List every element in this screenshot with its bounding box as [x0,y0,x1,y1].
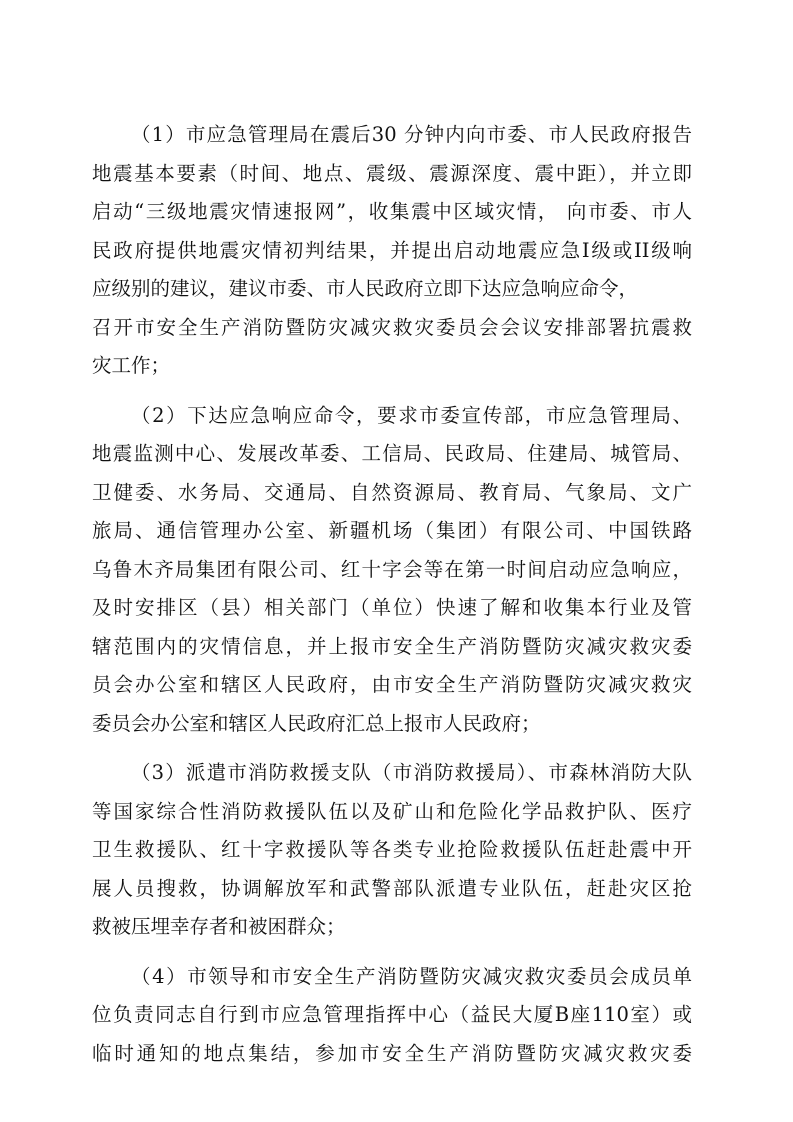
paragraph-line: 地震基本要素（时间、地点、震级、震源深度、震中距），并立即 [92,161,692,185]
paragraph-line: 召开市安全生产消防暨防灾减灾救灾委员会会议安排部署抗震救 [92,315,692,339]
paragraph-line: 委员会办公室和辖区人民政府汇总上报市人民政府； [92,711,541,735]
paragraph-line: 位负责同志自行到市应急管理指挥中心（益民大厦B座110室）或 [92,1003,692,1026]
paragraph-line: （4）市领导和市安全生产消防暨防灾减灾救灾委员会成员单 [131,964,692,988]
paragraph-line: 旅局、通信管理办公室、新疆机场（集团）有限公司、中国铁路 [92,519,692,542]
paragraph-line: （3）派遣市消防救援支队（市消防救援局）、市森林消防大队 [131,761,692,784]
paragraph-line: 卫健委、水务局、交通局、自然资源局、教育局、气象局、文广 [92,480,692,504]
paragraph-3 [92,754,692,947]
document-body [92,116,692,1073]
paragraph-line: 地震监测中心、发展改革委、工信局、民政局、住建局、城管局、 [92,442,692,465]
paragraph-line: 应级别的建议，建议市委、市人民政府立即下达应急响应命令， [92,277,639,300]
paragraph-2 [92,397,692,744]
paragraph-line: 等国家综合性消防救援队伍以及矿山和危险化学品救护队、医疗 [92,799,692,823]
paragraph-line: 员会办公室和辖区人民政府，由市安全生产消防暨防灾减灾救灾 [92,673,692,696]
paragraph-line: 展人员搜救，协调解放军和武警部队派遣专业队伍，赶赴灾区抢 [92,876,692,900]
paragraph-4 [92,958,692,1074]
paragraph-line: 临时通知的地点集结，参加市安全生产消防暨防灾减灾救灾委 [92,1041,692,1065]
paragraph-line: 乌鲁木齐局集团有限公司、红十字会等在第一时间启动应急响应， [92,557,692,581]
paragraph-line: 启动“三级地震灾情速报网”，收集震中区域灾情， 向市委、市人 [92,200,692,223]
paragraph-line: 辖范围内的灾情信息，并上报市安全生产消防暨防灾减灾救灾委 [92,634,692,658]
paragraph-line: 及时安排区（县）相关部门（单位）快速了解和收集本行业及管 [92,596,692,619]
paragraph-line: 卫生救援队、红十字救援队等各类专业抢险救援队伍赶赴震中开 [92,838,692,861]
paragraph-line: （2）下达应急响应命令，要求市委宣传部，市应急管理局、 [131,403,692,427]
paragraph-line: 救被压埋幸存者和被困群众； [92,915,346,938]
paragraph-line: （1）市应急管理局在震后30 分钟内向市委、市人民政府报告 [131,123,692,146]
paragraph-line: 民政府提供地震灾情初判结果，并提出启动地震应急I级或II级响 [92,238,692,262]
paragraph-1 [92,116,692,386]
paragraph-line: 灾工作； [92,354,171,377]
